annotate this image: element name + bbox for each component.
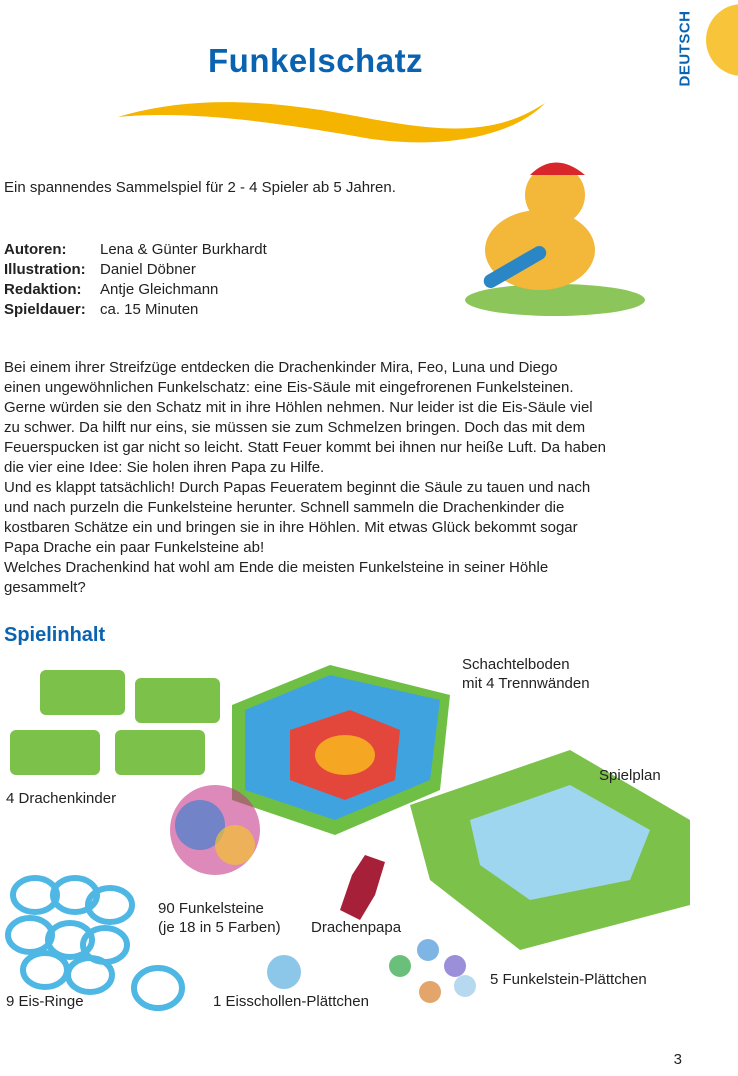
story-line: Gerne würden sie den Schatz mit in ihre Höhlen nehmen. Nur leider ist die Eis-Säule viel: [4, 399, 593, 416]
section-heading-contents: Spielinhalt: [4, 624, 106, 646]
credit-value: Antje Gleichmann: [100, 281, 219, 298]
story-line: und nach purzeln die Funkelsteine herunter. Schnell sammeln die Drachenkinder die: [4, 499, 565, 516]
story-line: kostbaren Schätze ein und bringen sie in ihre Höhlen. Mit etwas Glück bekommt sogar: [4, 519, 578, 536]
contents-illustrations: [0, 650, 738, 1020]
story-line: gesammelt?: [4, 579, 86, 596]
story-line: einen ungewöhnlichen Funkelschatz: eine Eis-Säule mit eingefrorenen Funkelsteinen.: [4, 379, 574, 396]
credit-value: ca. 15 Minuten: [100, 301, 199, 318]
story-line: die vier eine Idee: Sie holen ihren Papa zu Hilfe.: [4, 459, 325, 476]
story-line: Bei einem ihrer Streifzüge entdecken die Drachenkinder Mira, Feo, Luna und Diego: [4, 359, 558, 376]
dragon-skateboard-illustration: [460, 140, 650, 320]
language-tab: [672, 12, 698, 94]
credit-value: Lena & Günter Burkhardt: [100, 241, 267, 258]
label-line: Schachtelboden: [462, 656, 570, 673]
story-text: [4, 358, 606, 598]
label-board: Spielplan: [599, 767, 661, 784]
label-line: 90 Funkelsteine: [158, 900, 264, 917]
page-title: Funkelschatz: [208, 42, 424, 79]
story-line: zu schwer. Da hilft nur eins, sie müssen sie zum Schmelzen bringen. Doch das mit dem: [4, 419, 586, 436]
gems: [170, 785, 260, 875]
story-line: Feuerspucken ist gar nicht so leicht. Statt Feuer kommt bei ihnen nur heiße Luft. Da haben: [4, 439, 606, 456]
language-label: DEUTSCH: [676, 10, 694, 87]
credit-key: Illustration:: [4, 261, 86, 278]
label-kids: 4 Drachenkinder: [6, 790, 117, 807]
label-gems: [158, 899, 281, 937]
label-box: [462, 655, 590, 693]
label-tiles: 5 Funkelstein-Plättchen: [490, 971, 647, 988]
label-rings: 9 Eis-Ringe: [6, 993, 84, 1010]
ice-rings: [8, 878, 182, 1008]
dragon-papa: [340, 855, 385, 920]
gem-tiles: [389, 939, 476, 1003]
sun-decoration: [700, 0, 738, 90]
label-line: (je 18 in 5 Farben): [158, 919, 281, 936]
credit-value: Daniel Döbner: [100, 261, 196, 278]
intro-text: Ein spannendes Sammelspiel für 2 - 4 Spieler ab 5 Jahren.: [4, 179, 396, 196]
credit-key: Redaktion:: [4, 281, 82, 298]
credit-key: Spieldauer:: [4, 301, 86, 318]
page-number: 3: [673, 1051, 682, 1068]
label-papa: Drachenpapa: [311, 919, 402, 936]
credits: [4, 240, 267, 320]
label-floe: 1 Eisschollen-Plättchen: [213, 993, 369, 1010]
dragon-kid-tiles: [10, 670, 220, 775]
story-line: Papa Drache ein paar Funkelsteine ab!: [4, 539, 265, 556]
label-line: mit 4 Trennwänden: [462, 675, 590, 692]
credit-key: Autoren:: [4, 241, 67, 258]
story-line: Und es klappt tatsächlich! Durch Papas Feueratem beginnt die Säule zu tauen und nach: [4, 479, 591, 496]
ice-floe-tile: [267, 955, 301, 989]
story-line: Welches Drachenkind hat wohl am Ende die meisten Funkelsteine in seiner Höhle: [4, 559, 549, 576]
